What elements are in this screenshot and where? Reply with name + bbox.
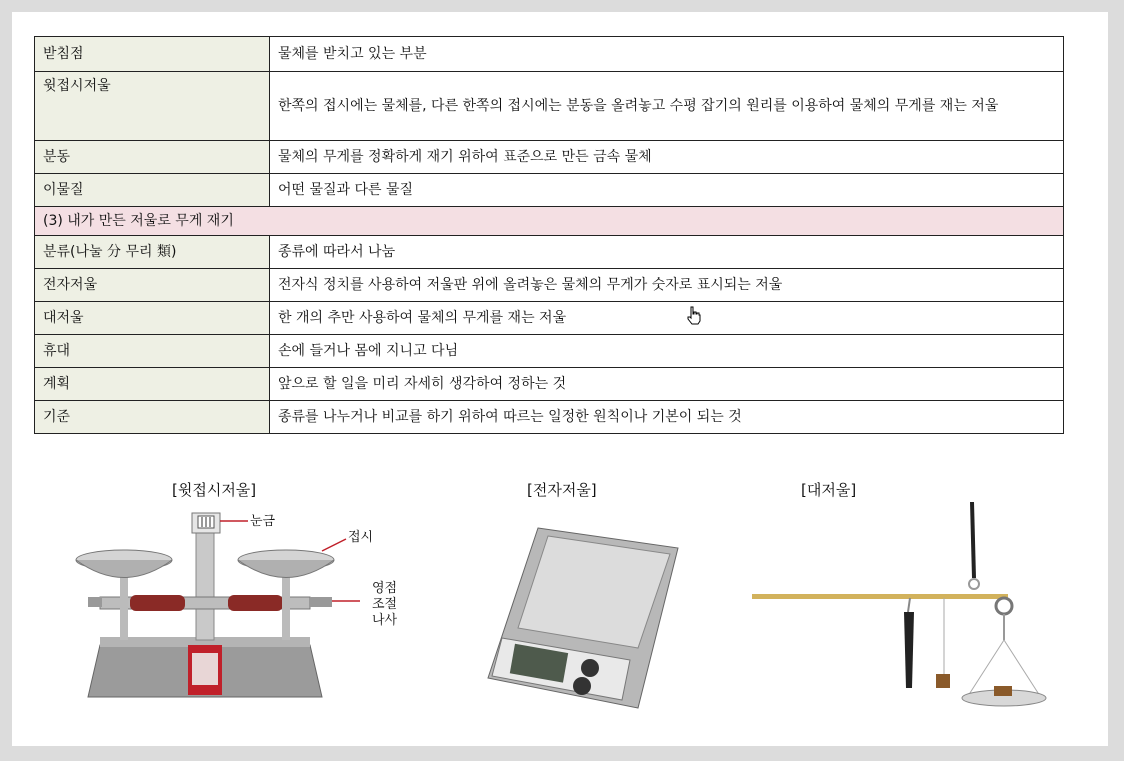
- table-row: [35, 401, 1064, 434]
- definition-cell: 전자식 정치를 사용하여 저울판 위에 올려놓은 물체의 무게가 숫자로 표시되는 저울: [270, 269, 1064, 302]
- definition-cell: 종류에 따라서 나눔: [270, 236, 1064, 269]
- scale-label: 눈금: [250, 514, 276, 529]
- term-cell: 계획: [35, 368, 270, 401]
- term-cell: 분동: [35, 141, 270, 174]
- pan-label: 접시: [348, 530, 374, 545]
- balance-caption: [윗접시저울]: [172, 481, 257, 499]
- electronic-scale-caption: [전자저울]: [527, 481, 597, 499]
- term-cell: 기준: [35, 401, 270, 434]
- table-row: [35, 302, 1064, 335]
- definition-cell: 손에 들거나 몸에 지니고 다님: [270, 335, 1064, 368]
- term-cell: 휴대: [35, 335, 270, 368]
- table-row: [35, 368, 1064, 401]
- table-row: [35, 335, 1064, 368]
- steelyard-caption: [대저울]: [801, 481, 857, 499]
- table-row: [35, 72, 1064, 141]
- zero-adjust-screw-label: 영점 조절 나사: [372, 581, 398, 628]
- definition-cell: 어떤 물질과 다른 물질: [270, 174, 1064, 207]
- term-cell: 분류(나눌 分 무리 類): [35, 236, 270, 269]
- table-row: [35, 236, 1064, 269]
- table-row: [35, 269, 1064, 302]
- table-row: [35, 141, 1064, 174]
- definition-cell: 한 개의 추만 사용하여 물체의 무게를 재는 저울: [270, 302, 1064, 335]
- vocabulary-table: [34, 36, 1064, 434]
- hand-cursor-icon: [686, 306, 702, 326]
- table-row: [35, 37, 1064, 72]
- term-cell: 윗접시저울: [35, 72, 270, 141]
- definition-cell: 한쪽의 접시에는 물체를, 다른 한쪽의 접시에는 분동을 올려놓고 수평 잡기의 원리를 이용하여 물체의 무게를 재는 저울: [270, 72, 1064, 141]
- term-cell: 전자저울: [35, 269, 270, 302]
- definition-cell: 앞으로 할 일을 미리 자세히 생각하여 정하는 것: [270, 368, 1064, 401]
- definition-cell: 종류를 나누거나 비교를 하기 위하여 따르는 일정한 원칙이나 기본이 되는 것: [270, 401, 1064, 434]
- table-row: [35, 174, 1064, 207]
- electronic-scale-illustration: [478, 508, 698, 713]
- term-cell: 대저울: [35, 302, 270, 335]
- section-row: [35, 207, 1064, 236]
- section-heading: (3) 내가 만든 저울로 무게 재기: [35, 207, 1064, 236]
- steelyard-illustration: [748, 500, 1068, 725]
- term-cell: 받침점: [35, 37, 270, 72]
- definition-cell: 물체의 무게를 정확하게 재기 위하여 표준으로 만든 금속 물체: [270, 141, 1064, 174]
- term-cell: 이물질: [35, 174, 270, 207]
- definition-cell: 물체를 받치고 있는 부분: [270, 37, 1064, 72]
